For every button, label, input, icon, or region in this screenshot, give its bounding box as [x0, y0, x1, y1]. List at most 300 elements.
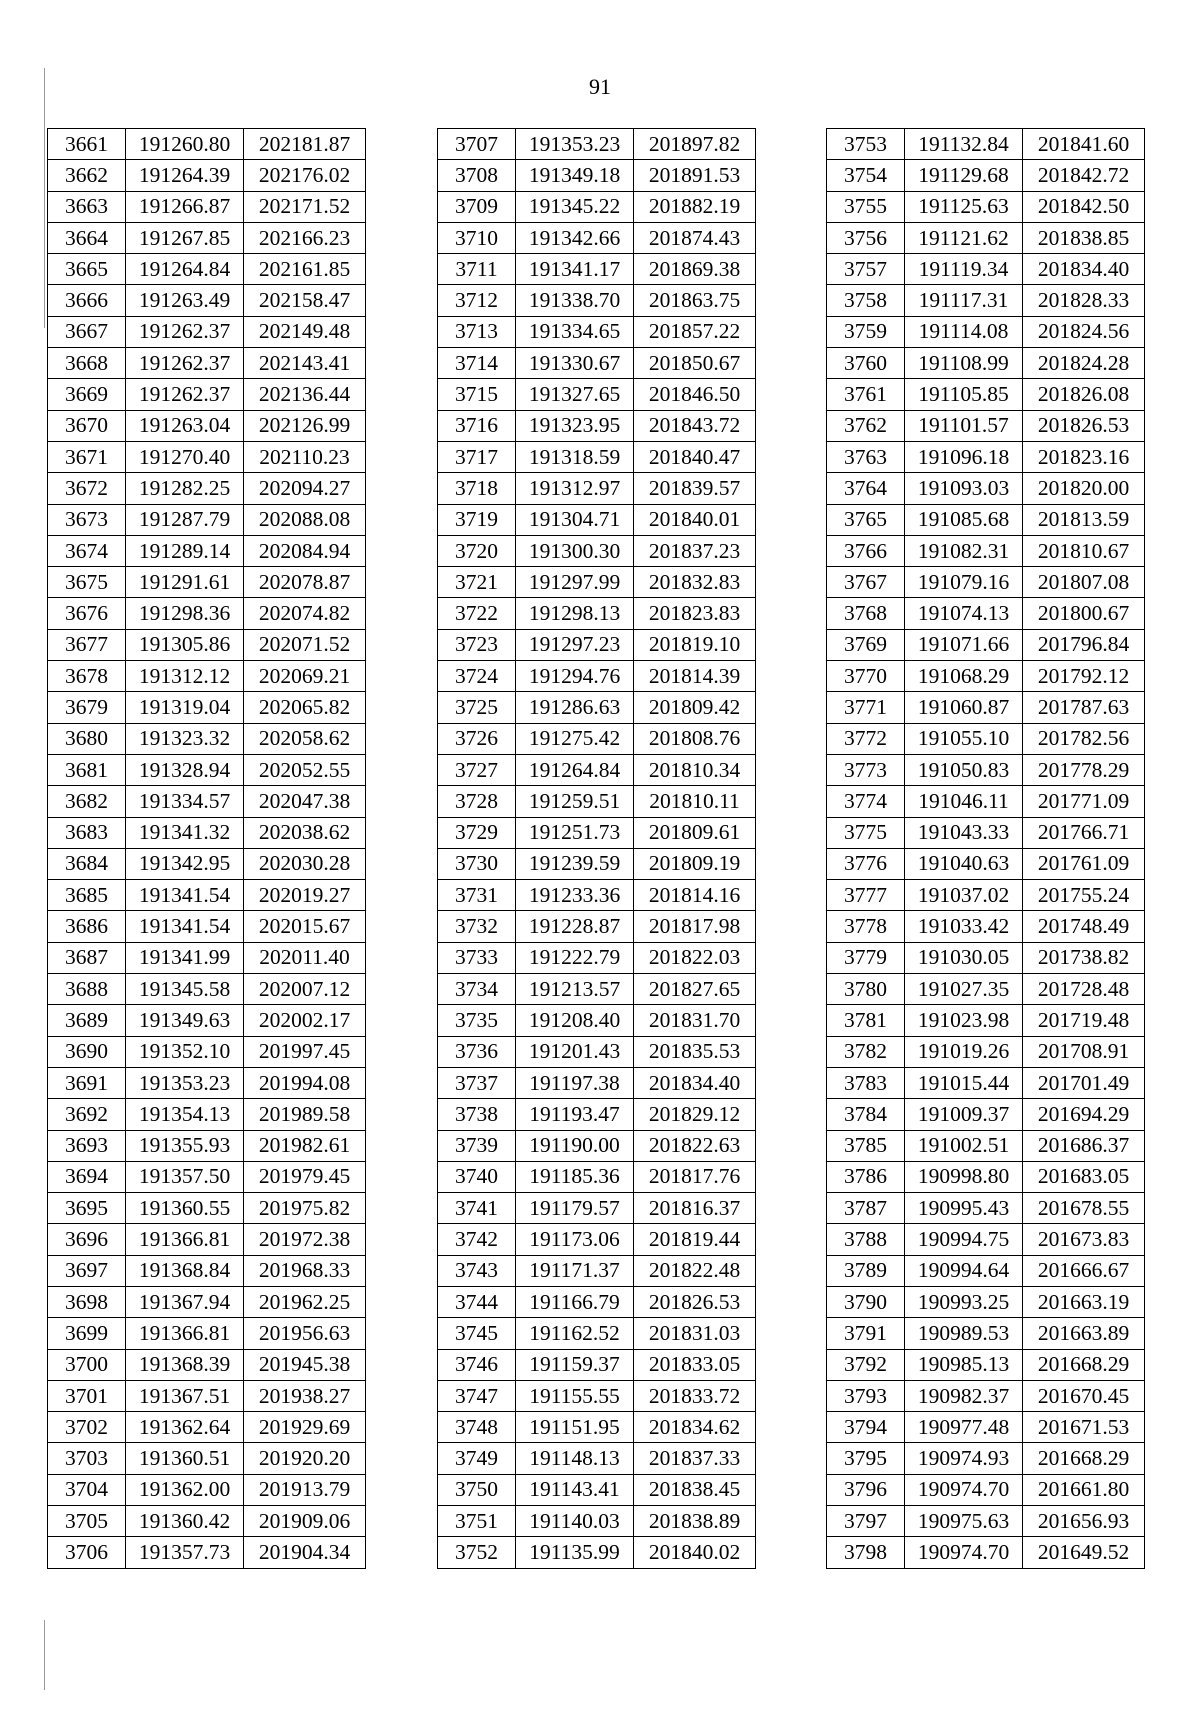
- table-row: [438, 1130, 756, 1161]
- point-number-cell: 3669: [48, 379, 126, 410]
- table-row: [438, 817, 756, 848]
- table-row: [827, 160, 1145, 191]
- y-coordinate-cell: 201813.59: [1023, 504, 1145, 535]
- x-coordinate-cell: 191304.71: [516, 504, 634, 535]
- y-coordinate-cell: 201841.60: [1023, 129, 1145, 160]
- point-number-cell: 3701: [48, 1380, 126, 1411]
- y-coordinate-cell: 201839.57: [634, 473, 756, 504]
- y-coordinate-cell: 201904.34: [244, 1537, 366, 1568]
- y-coordinate-cell: 201826.53: [634, 1286, 756, 1317]
- table-row: [48, 1224, 366, 1255]
- point-number-cell: 3689: [48, 1005, 126, 1036]
- point-number-cell: 3791: [827, 1318, 905, 1349]
- table-row: [827, 129, 1145, 160]
- table-row: [438, 1537, 756, 1568]
- x-coordinate-cell: 191323.95: [516, 410, 634, 441]
- x-coordinate-cell: 190994.64: [905, 1255, 1023, 1286]
- table-row: [48, 942, 366, 973]
- table-row: [827, 1412, 1145, 1443]
- table-row: [438, 1349, 756, 1380]
- point-number-cell: 3756: [827, 222, 905, 253]
- table-row: [438, 1224, 756, 1255]
- x-coordinate-cell: 190985.13: [905, 1349, 1023, 1380]
- table-row: [827, 1224, 1145, 1255]
- x-coordinate-cell: 191114.08: [905, 316, 1023, 347]
- table-row: [48, 504, 366, 535]
- table-row: [48, 1036, 366, 1067]
- y-coordinate-cell: 201810.11: [634, 786, 756, 817]
- x-coordinate-cell: 191262.37: [126, 316, 244, 347]
- table-row: [827, 316, 1145, 347]
- y-coordinate-cell: 201831.03: [634, 1318, 756, 1349]
- x-coordinate-cell: 190975.63: [905, 1506, 1023, 1537]
- point-number-cell: 3745: [438, 1318, 516, 1349]
- point-number-cell: 3695: [48, 1193, 126, 1224]
- y-coordinate-cell: 201827.65: [634, 974, 756, 1005]
- x-coordinate-cell: 191264.84: [516, 754, 634, 785]
- table-row: [827, 661, 1145, 692]
- x-coordinate-cell: 191185.36: [516, 1161, 634, 1192]
- point-number-cell: 3737: [438, 1067, 516, 1098]
- table-row: [438, 348, 756, 379]
- table-row: [827, 1005, 1145, 1036]
- table-row: [438, 1193, 756, 1224]
- table-row: [48, 1255, 366, 1286]
- point-number-cell: 3779: [827, 942, 905, 973]
- point-number-cell: 3739: [438, 1130, 516, 1161]
- x-coordinate-cell: 191345.22: [516, 191, 634, 222]
- x-coordinate-cell: 191037.02: [905, 880, 1023, 911]
- x-coordinate-cell: 191291.61: [126, 567, 244, 598]
- y-coordinate-cell: 201824.28: [1023, 348, 1145, 379]
- y-coordinate-cell: 202143.41: [244, 348, 366, 379]
- y-coordinate-cell: 201956.63: [244, 1318, 366, 1349]
- y-coordinate-cell: 202094.27: [244, 473, 366, 504]
- point-number-cell: 3760: [827, 348, 905, 379]
- table-row: [438, 222, 756, 253]
- table-row: [48, 1349, 366, 1380]
- table-row: [438, 1412, 756, 1443]
- point-number-cell: 3755: [827, 191, 905, 222]
- y-coordinate-cell: 202176.02: [244, 160, 366, 191]
- point-number-cell: 3798: [827, 1537, 905, 1568]
- y-coordinate-cell: 201819.10: [634, 629, 756, 660]
- table-row: [48, 880, 366, 911]
- table-row: [438, 661, 756, 692]
- x-coordinate-cell: 191093.03: [905, 473, 1023, 504]
- x-coordinate-cell: 191357.50: [126, 1161, 244, 1192]
- table-row: [48, 598, 366, 629]
- y-coordinate-cell: 202149.48: [244, 316, 366, 347]
- y-coordinate-cell: 201719.48: [1023, 1005, 1145, 1036]
- point-number-cell: 3765: [827, 504, 905, 535]
- y-coordinate-cell: 201809.19: [634, 848, 756, 879]
- point-number-cell: 3796: [827, 1474, 905, 1505]
- y-coordinate-cell: 201834.62: [634, 1412, 756, 1443]
- table-row: [438, 1036, 756, 1067]
- y-coordinate-cell: 201649.52: [1023, 1537, 1145, 1568]
- x-coordinate-cell: 191357.73: [126, 1537, 244, 1568]
- point-number-cell: 3697: [48, 1255, 126, 1286]
- y-coordinate-cell: 201842.50: [1023, 191, 1145, 222]
- point-number-cell: 3783: [827, 1067, 905, 1098]
- x-coordinate-cell: 191305.86: [126, 629, 244, 660]
- point-number-cell: 3754: [827, 160, 905, 191]
- y-coordinate-cell: 201826.53: [1023, 410, 1145, 441]
- table-row: [438, 285, 756, 316]
- table-row: [48, 1099, 366, 1130]
- y-coordinate-cell: 201831.70: [634, 1005, 756, 1036]
- table-row: [827, 1537, 1145, 1568]
- y-coordinate-cell: 201863.75: [634, 285, 756, 316]
- table-row: [438, 316, 756, 347]
- point-number-cell: 3789: [827, 1255, 905, 1286]
- x-coordinate-cell: 191030.05: [905, 942, 1023, 973]
- y-coordinate-cell: 202011.40: [244, 942, 366, 973]
- x-coordinate-cell: 191129.68: [905, 160, 1023, 191]
- table-row: [438, 692, 756, 723]
- y-coordinate-cell: 202126.99: [244, 410, 366, 441]
- table-row: [827, 504, 1145, 535]
- table-row: [827, 535, 1145, 566]
- point-number-cell: 3795: [827, 1443, 905, 1474]
- x-coordinate-cell: 191289.14: [126, 535, 244, 566]
- point-number-cell: 3746: [438, 1349, 516, 1380]
- x-coordinate-cell: 191330.67: [516, 348, 634, 379]
- y-coordinate-cell: 201761.09: [1023, 848, 1145, 879]
- table-row: [438, 1005, 756, 1036]
- point-number-cell: 3742: [438, 1224, 516, 1255]
- x-coordinate-cell: 191143.41: [516, 1474, 634, 1505]
- y-coordinate-cell: 201809.42: [634, 692, 756, 723]
- x-coordinate-cell: 191275.42: [516, 723, 634, 754]
- point-number-cell: 3790: [827, 1286, 905, 1317]
- point-number-cell: 3690: [48, 1036, 126, 1067]
- table-row: [48, 911, 366, 942]
- x-coordinate-cell: 191267.85: [126, 222, 244, 253]
- y-coordinate-cell: 202166.23: [244, 222, 366, 253]
- table-row: [48, 1130, 366, 1161]
- point-number-cell: 3736: [438, 1036, 516, 1067]
- x-coordinate-cell: 191071.66: [905, 629, 1023, 660]
- point-number-cell: 3772: [827, 723, 905, 754]
- x-coordinate-cell: 191002.51: [905, 1130, 1023, 1161]
- y-coordinate-cell: 201837.23: [634, 535, 756, 566]
- point-number-cell: 3786: [827, 1161, 905, 1192]
- point-number-cell: 3732: [438, 911, 516, 942]
- point-number-cell: 3676: [48, 598, 126, 629]
- x-coordinate-cell: 190995.43: [905, 1193, 1023, 1224]
- point-number-cell: 3750: [438, 1474, 516, 1505]
- y-coordinate-cell: 201837.33: [634, 1443, 756, 1474]
- point-number-cell: 3728: [438, 786, 516, 817]
- point-number-cell: 3710: [438, 222, 516, 253]
- point-number-cell: 3733: [438, 942, 516, 973]
- y-coordinate-cell: 201994.08: [244, 1067, 366, 1098]
- table-row: [827, 942, 1145, 973]
- point-number-cell: 3797: [827, 1506, 905, 1537]
- y-coordinate-cell: 201838.45: [634, 1474, 756, 1505]
- x-coordinate-cell: 190989.53: [905, 1318, 1023, 1349]
- x-coordinate-cell: 191201.43: [516, 1036, 634, 1067]
- x-coordinate-cell: 191282.25: [126, 473, 244, 504]
- y-coordinate-cell: 202058.62: [244, 723, 366, 754]
- y-coordinate-cell: 201686.37: [1023, 1130, 1145, 1161]
- y-coordinate-cell: 202069.21: [244, 661, 366, 692]
- table-row: [48, 535, 366, 566]
- scan-margin-line: [44, 1620, 45, 1690]
- x-coordinate-cell: 190993.25: [905, 1286, 1023, 1317]
- x-coordinate-cell: 191298.36: [126, 598, 244, 629]
- table-row: [827, 567, 1145, 598]
- y-coordinate-cell: 201810.34: [634, 754, 756, 785]
- table-row: [827, 1349, 1145, 1380]
- point-number-cell: 3679: [48, 692, 126, 723]
- table-row: [48, 817, 366, 848]
- point-number-cell: 3729: [438, 817, 516, 848]
- table-row: [48, 1318, 366, 1349]
- x-coordinate-cell: 191228.87: [516, 911, 634, 942]
- point-number-cell: 3668: [48, 348, 126, 379]
- point-number-cell: 3709: [438, 191, 516, 222]
- x-coordinate-cell: 190974.70: [905, 1537, 1023, 1568]
- y-coordinate-cell: 201989.58: [244, 1099, 366, 1130]
- y-coordinate-cell: 201800.67: [1023, 598, 1145, 629]
- table-row: [827, 348, 1145, 379]
- point-number-cell: 3734: [438, 974, 516, 1005]
- table-row: [438, 1318, 756, 1349]
- y-coordinate-cell: 202110.23: [244, 441, 366, 472]
- x-coordinate-cell: 191345.58: [126, 974, 244, 1005]
- y-coordinate-cell: 201809.61: [634, 817, 756, 848]
- x-coordinate-cell: 191222.79: [516, 942, 634, 973]
- x-coordinate-cell: 191155.55: [516, 1380, 634, 1411]
- y-coordinate-cell: 202007.12: [244, 974, 366, 1005]
- y-coordinate-cell: 201792.12: [1023, 661, 1145, 692]
- point-number-cell: 3766: [827, 535, 905, 566]
- table-row: [438, 1506, 756, 1537]
- table-row: [438, 410, 756, 441]
- x-coordinate-cell: 191197.38: [516, 1067, 634, 1098]
- y-coordinate-cell: 201787.63: [1023, 692, 1145, 723]
- table-row: [48, 1005, 366, 1036]
- table-row: [48, 129, 366, 160]
- table-row: [827, 1380, 1145, 1411]
- y-coordinate-cell: 202078.87: [244, 567, 366, 598]
- point-number-cell: 3794: [827, 1412, 905, 1443]
- table-row: [827, 1130, 1145, 1161]
- x-coordinate-cell: 191159.37: [516, 1349, 634, 1380]
- x-coordinate-cell: 191101.57: [905, 410, 1023, 441]
- y-coordinate-cell: 202158.47: [244, 285, 366, 316]
- x-coordinate-cell: 191166.79: [516, 1286, 634, 1317]
- y-coordinate-cell: 201843.72: [634, 410, 756, 441]
- x-coordinate-cell: 191349.63: [126, 1005, 244, 1036]
- x-coordinate-cell: 191327.65: [516, 379, 634, 410]
- x-coordinate-cell: 191015.44: [905, 1067, 1023, 1098]
- point-number-cell: 3776: [827, 848, 905, 879]
- point-number-cell: 3704: [48, 1474, 126, 1505]
- x-coordinate-cell: 191264.84: [126, 254, 244, 285]
- x-coordinate-cell: 191009.37: [905, 1099, 1023, 1130]
- table-row: [827, 1255, 1145, 1286]
- point-number-cell: 3692: [48, 1099, 126, 1130]
- table-row: [48, 473, 366, 504]
- y-coordinate-cell: 201891.53: [634, 160, 756, 191]
- y-coordinate-cell: 201913.79: [244, 1474, 366, 1505]
- point-number-cell: 3787: [827, 1193, 905, 1224]
- y-coordinate-cell: 201997.45: [244, 1036, 366, 1067]
- x-coordinate-cell: 191341.17: [516, 254, 634, 285]
- y-coordinate-cell: 202030.28: [244, 848, 366, 879]
- y-coordinate-cell: 201945.38: [244, 1349, 366, 1380]
- x-coordinate-cell: 191213.57: [516, 974, 634, 1005]
- point-number-cell: 3671: [48, 441, 126, 472]
- x-coordinate-cell: 191043.33: [905, 817, 1023, 848]
- x-coordinate-cell: 191040.63: [905, 848, 1023, 879]
- x-coordinate-cell: 191105.85: [905, 379, 1023, 410]
- table-row: [827, 974, 1145, 1005]
- table-row: [827, 441, 1145, 472]
- table-row: [48, 1443, 366, 1474]
- point-number-cell: 3713: [438, 316, 516, 347]
- table-row: [48, 1193, 366, 1224]
- y-coordinate-cell: 201840.01: [634, 504, 756, 535]
- table-row: [438, 473, 756, 504]
- point-number-cell: 3764: [827, 473, 905, 504]
- x-coordinate-cell: 191368.39: [126, 1349, 244, 1380]
- point-number-cell: 3752: [438, 1537, 516, 1568]
- y-coordinate-cell: 201701.49: [1023, 1067, 1145, 1098]
- x-coordinate-cell: 190994.75: [905, 1224, 1023, 1255]
- y-coordinate-cell: 201833.72: [634, 1380, 756, 1411]
- y-coordinate-cell: 201678.55: [1023, 1193, 1145, 1224]
- coordinate-table-2: [437, 128, 756, 1569]
- point-number-cell: 3664: [48, 222, 126, 253]
- x-coordinate-cell: 191119.34: [905, 254, 1023, 285]
- x-coordinate-cell: 191360.51: [126, 1443, 244, 1474]
- y-coordinate-cell: 201824.56: [1023, 316, 1145, 347]
- x-coordinate-cell: 191085.68: [905, 504, 1023, 535]
- x-coordinate-cell: 191132.84: [905, 129, 1023, 160]
- table-row: [48, 1286, 366, 1317]
- y-coordinate-cell: 201835.53: [634, 1036, 756, 1067]
- point-number-cell: 3731: [438, 880, 516, 911]
- table-row: [438, 535, 756, 566]
- x-coordinate-cell: 191319.04: [126, 692, 244, 723]
- y-coordinate-cell: 201968.33: [244, 1255, 366, 1286]
- table-row: [438, 598, 756, 629]
- y-coordinate-cell: 202047.38: [244, 786, 366, 817]
- coordinate-table-3: [826, 128, 1145, 1569]
- y-coordinate-cell: 201796.84: [1023, 629, 1145, 660]
- x-coordinate-cell: 191360.42: [126, 1506, 244, 1537]
- point-number-cell: 3666: [48, 285, 126, 316]
- y-coordinate-cell: 201869.38: [634, 254, 756, 285]
- y-coordinate-cell: 201834.40: [1023, 254, 1145, 285]
- point-number-cell: 3670: [48, 410, 126, 441]
- y-coordinate-cell: 202088.08: [244, 504, 366, 535]
- point-number-cell: 3711: [438, 254, 516, 285]
- y-coordinate-cell: 201708.91: [1023, 1036, 1145, 1067]
- y-coordinate-cell: 201661.80: [1023, 1474, 1145, 1505]
- point-number-cell: 3663: [48, 191, 126, 222]
- point-number-cell: 3775: [827, 817, 905, 848]
- y-coordinate-cell: 201671.53: [1023, 1412, 1145, 1443]
- x-coordinate-cell: 191208.40: [516, 1005, 634, 1036]
- point-number-cell: 3738: [438, 1099, 516, 1130]
- x-coordinate-cell: 191148.13: [516, 1443, 634, 1474]
- y-coordinate-cell: 201808.76: [634, 723, 756, 754]
- table-row: [48, 1067, 366, 1098]
- table-row: [438, 974, 756, 1005]
- table-row: [48, 1474, 366, 1505]
- table-row: [48, 160, 366, 191]
- y-coordinate-cell: 201668.29: [1023, 1443, 1145, 1474]
- table-row: [438, 786, 756, 817]
- point-number-cell: 3761: [827, 379, 905, 410]
- point-number-cell: 3717: [438, 441, 516, 472]
- x-coordinate-cell: 191190.00: [516, 1130, 634, 1161]
- x-coordinate-cell: 191082.31: [905, 535, 1023, 566]
- y-coordinate-cell: 201817.76: [634, 1161, 756, 1192]
- y-coordinate-cell: 201979.45: [244, 1161, 366, 1192]
- table-row: [48, 629, 366, 660]
- x-coordinate-cell: 191353.23: [126, 1067, 244, 1098]
- x-coordinate-cell: 191312.12: [126, 661, 244, 692]
- x-coordinate-cell: 191251.73: [516, 817, 634, 848]
- x-coordinate-cell: 190977.48: [905, 1412, 1023, 1443]
- point-number-cell: 3708: [438, 160, 516, 191]
- y-coordinate-cell: 201694.29: [1023, 1099, 1145, 1130]
- point-number-cell: 3758: [827, 285, 905, 316]
- x-coordinate-cell: 191362.00: [126, 1474, 244, 1505]
- x-coordinate-cell: 191117.31: [905, 285, 1023, 316]
- y-coordinate-cell: 201817.98: [634, 911, 756, 942]
- page-number: 91: [589, 74, 611, 99]
- point-number-cell: 3780: [827, 974, 905, 1005]
- y-coordinate-cell: 201656.93: [1023, 1506, 1145, 1537]
- point-number-cell: 3793: [827, 1380, 905, 1411]
- point-number-cell: 3702: [48, 1412, 126, 1443]
- x-coordinate-cell: 191353.23: [516, 129, 634, 160]
- x-coordinate-cell: 191368.84: [126, 1255, 244, 1286]
- table-row: [48, 1537, 366, 1568]
- table-row: [827, 880, 1145, 911]
- x-coordinate-cell: 191121.62: [905, 222, 1023, 253]
- point-number-cell: 3740: [438, 1161, 516, 1192]
- x-coordinate-cell: 190974.93: [905, 1443, 1023, 1474]
- x-coordinate-cell: 191355.93: [126, 1130, 244, 1161]
- table-row: [438, 911, 756, 942]
- y-coordinate-cell: 201832.83: [634, 567, 756, 598]
- y-coordinate-cell: 202084.94: [244, 535, 366, 566]
- point-number-cell: 3661: [48, 129, 126, 160]
- point-number-cell: 3675: [48, 567, 126, 598]
- point-number-cell: 3674: [48, 535, 126, 566]
- y-coordinate-cell: 201822.03: [634, 942, 756, 973]
- table-row: [438, 129, 756, 160]
- x-coordinate-cell: 191297.23: [516, 629, 634, 660]
- point-number-cell: 3770: [827, 661, 905, 692]
- x-coordinate-cell: 191366.81: [126, 1318, 244, 1349]
- x-coordinate-cell: 191079.16: [905, 567, 1023, 598]
- point-number-cell: 3768: [827, 598, 905, 629]
- point-number-cell: 3681: [48, 754, 126, 785]
- x-coordinate-cell: 191233.36: [516, 880, 634, 911]
- x-coordinate-cell: 191367.94: [126, 1286, 244, 1317]
- table-row: [827, 629, 1145, 660]
